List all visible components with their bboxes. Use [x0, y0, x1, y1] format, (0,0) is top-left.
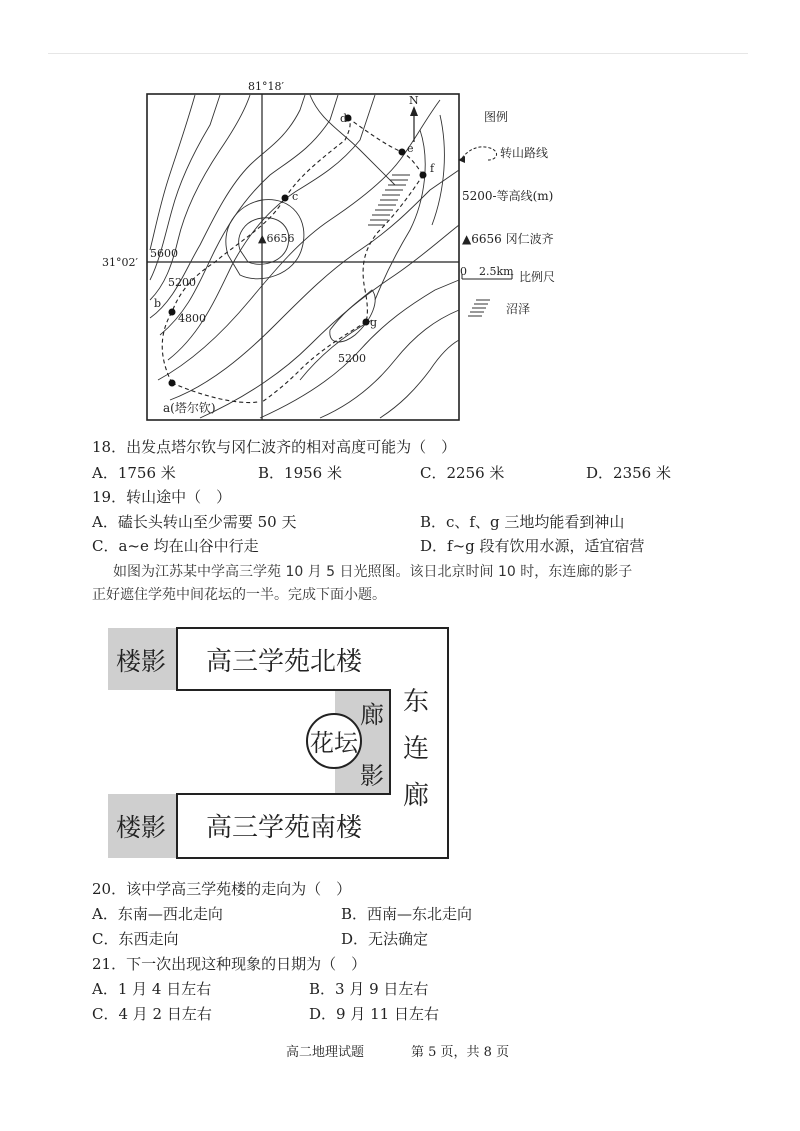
q19-option-a: A．磕长头转山至少需要 50 天	[92, 513, 297, 531]
q18-stem: 18．出发点塔尔钦与冈仁波齐的相对高度可能为（ ）	[92, 438, 457, 456]
q18-option-c: C．2256 米	[420, 464, 505, 482]
q20-option-b: B．西南—东北走向	[341, 905, 473, 923]
label-a: a(塔尔钦)	[163, 401, 216, 415]
north-building-label: 高三学苑北楼	[206, 647, 363, 677]
south-building-label: 高三学苑南楼	[206, 813, 363, 843]
q20-option-a: A．东南—西北走向	[92, 905, 223, 923]
peak-label: ▲6656	[258, 232, 295, 245]
corridor-shadow-char-2: 影	[360, 762, 384, 790]
legend-marsh: 沼泽	[506, 302, 531, 316]
q21-option-b: B．3 月 9 日左右	[309, 980, 429, 998]
footer-page-number: 第 5 页，共 8 页	[411, 1045, 510, 1060]
flowerbed-label: 花坛	[310, 729, 358, 757]
south-shadow-label: 楼影	[116, 813, 167, 842]
q21-option-a: A．1 月 4 日左右	[92, 980, 212, 998]
q20-option-c: C．东西走向	[92, 930, 179, 948]
east-corridor-char-2: 连	[403, 734, 430, 764]
passage-line-2: 正好遮住学苑中间花坛的一半。完成下面小题。	[92, 587, 386, 603]
north-label: N	[409, 94, 419, 107]
legend-peak: ▲6656 冈仁波齐	[462, 232, 554, 246]
label-c: c	[292, 190, 299, 203]
q19-option-b: B．c、f、g 三地均能看到神山	[420, 513, 625, 531]
q21-option-c: C．4 月 2 日左右	[92, 1005, 212, 1023]
label-e: e	[407, 142, 414, 155]
q20-option-d: D．无法确定	[341, 930, 429, 948]
legend-scale-zero: 0	[460, 265, 467, 278]
q20-stem: 20．该中学高三学苑楼的走向为（ ）	[92, 880, 352, 898]
q21-stem: 21．下一次出现这种现象的日期为（ ）	[92, 955, 367, 973]
q18-option-a: A．1756 米	[92, 464, 176, 482]
footer-subject: 高二地理试题	[286, 1045, 365, 1060]
legend-scale-distance: 2.5km	[479, 265, 514, 278]
contour-label-5200-left: 5200	[168, 276, 196, 289]
legend-contour: 5200-等高线(m)	[462, 189, 554, 203]
north-shadow-label: 楼影	[116, 647, 167, 676]
q18-option-b: B．1956 米	[258, 464, 342, 482]
corridor-shadow-char-1: 廊	[360, 701, 384, 729]
label-f: f	[430, 162, 435, 175]
contour-label-5200-bottom: 5200	[338, 352, 366, 365]
label-b: b	[154, 297, 162, 310]
q21-option-d: D．9 月 11 日左右	[309, 1005, 439, 1023]
label-d: d	[340, 112, 348, 125]
legend-route: 转山路线	[500, 146, 549, 160]
label-g: g	[370, 316, 378, 329]
q19-option-d: D．f~g 段有饮用水源，适宜宿营	[420, 537, 645, 555]
elevation-label-4800: 4800	[178, 312, 206, 325]
latitude-label: 31°02′	[102, 256, 138, 269]
q19-stem: 19．转山途中（ ）	[92, 488, 232, 506]
east-corridor-char-1: 东	[403, 687, 430, 717]
q19-option-c: C．a~e 均在山谷中行走	[92, 537, 259, 555]
longitude-label: 81°18′	[248, 80, 284, 93]
passage-line-1: 如图为江苏某中学高三学苑 10 月 5 日光照图。该日北京时间 10 时，东连廊的影子	[113, 564, 633, 580]
legend-scale: 比例尺	[519, 270, 556, 284]
east-corridor-char-3: 廊	[403, 781, 430, 811]
contour-label-5600: 5600	[150, 247, 178, 260]
legend-title: 图例	[484, 110, 509, 124]
q18-option-d: D．2356 米	[586, 464, 671, 482]
